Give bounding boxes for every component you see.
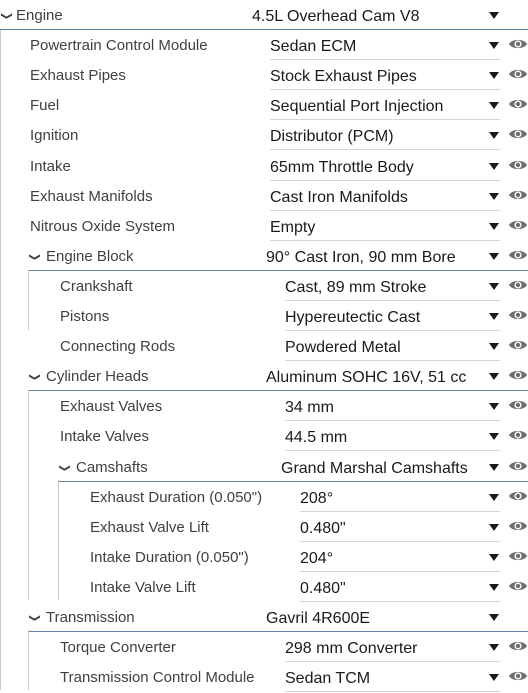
eye-icon[interactable]	[508, 398, 528, 412]
selected-value: 0.480"	[300, 580, 346, 597]
eye-icon[interactable]	[508, 639, 528, 653]
selected-value: Stock Exhaust Pipes	[270, 68, 417, 85]
caret-down-icon	[489, 494, 499, 501]
eye-icon[interactable]	[508, 669, 528, 683]
connecting-rods-select[interactable]	[285, 332, 500, 361]
selected-value: 4.5L Overhead Cam V8	[252, 8, 420, 25]
row-label: Exhaust Manifolds	[30, 188, 153, 205]
row-label: Transmission Control Module	[60, 669, 255, 686]
eye-icon[interactable]	[508, 158, 528, 172]
caret-down-icon	[489, 524, 499, 531]
camshafts-select[interactable]	[281, 453, 500, 482]
row-label: Pistons	[60, 308, 110, 325]
eye-icon[interactable]	[508, 248, 528, 262]
exhaust-manifolds-select[interactable]	[270, 182, 500, 211]
chevron-down-icon[interactable]	[28, 608, 42, 626]
row-label: Engine Block	[46, 248, 134, 265]
eye-icon[interactable]	[508, 278, 528, 292]
selected-value: 0.480"	[300, 520, 346, 537]
chevron-down-icon[interactable]	[58, 458, 72, 476]
tree-row-connecting-rods	[0, 332, 528, 362]
exhaust-pipes-select[interactable]	[270, 61, 500, 90]
indent-guide	[28, 630, 29, 690]
eye-icon[interactable]	[508, 67, 528, 81]
tree-row-exhaust-pipes	[0, 61, 528, 91]
caret-down-icon	[489, 433, 499, 440]
intake-duration-0-050-select[interactable]	[300, 543, 500, 572]
cylinder-heads-select[interactable]	[266, 362, 500, 391]
exhaust-duration-0-050-select[interactable]	[300, 483, 500, 512]
selected-value: Hypereutectic Cast	[285, 309, 421, 326]
chevron-down-icon[interactable]	[28, 247, 42, 265]
eye-icon[interactable]	[508, 218, 528, 232]
caret-down-icon	[489, 584, 499, 591]
caret-down-icon	[489, 163, 499, 170]
row-label: Cylinder Heads	[46, 368, 149, 385]
tree-row-fuel	[0, 91, 528, 121]
row-label: Crankshaft	[60, 278, 133, 295]
row-label: Nitrous Oxide System	[30, 218, 176, 235]
chevron-down-icon[interactable]	[28, 367, 42, 385]
eye-icon[interactable]	[508, 489, 528, 503]
selected-value: Grand Marshal Camshafts	[281, 460, 468, 477]
row-label: Intake Valves	[60, 428, 149, 445]
eye-icon[interactable]	[508, 549, 528, 563]
row-label: Fuel	[30, 97, 60, 114]
selected-value: Aluminum SOHC 16V, 51 cc	[266, 369, 467, 386]
selected-value: 298 mm Converter	[285, 640, 418, 657]
eye-icon[interactable]	[508, 97, 528, 111]
transmission-control-module-select[interactable]	[285, 663, 500, 692]
engine-select[interactable]	[252, 1, 500, 30]
section-divider	[58, 481, 528, 482]
ignition-select[interactable]	[270, 121, 500, 150]
caret-down-icon	[489, 72, 499, 79]
selected-value: Cast, 89 mm Stroke	[285, 279, 427, 296]
row-label: Engine	[16, 7, 63, 24]
caret-down-icon	[489, 132, 499, 139]
selected-value: 65mm Throttle Body	[270, 159, 414, 176]
indent-guide	[28, 270, 29, 330]
caret-down-icon	[489, 42, 499, 49]
eye-icon[interactable]	[508, 37, 528, 51]
eye-icon[interactable]	[508, 428, 528, 442]
row-label: Transmission	[46, 609, 135, 626]
indent-guide	[0, 30, 1, 690]
tree-row-transmission-control-module	[0, 663, 528, 693]
eye-icon[interactable]	[508, 127, 528, 141]
caret-down-icon	[489, 343, 499, 350]
exhaust-valves-select[interactable]	[285, 392, 500, 421]
tree-section-engine	[0, 1, 528, 31]
selected-value: Sedan ECM	[270, 38, 357, 55]
caret-down-icon	[489, 614, 499, 621]
caret-down-icon	[489, 253, 499, 260]
tree-section-cylinder-heads	[0, 362, 528, 392]
pistons-select[interactable]	[285, 302, 500, 331]
caret-down-icon	[489, 674, 499, 681]
selected-value: Powdered Metal	[285, 339, 401, 356]
row-label: Powertrain Control Module	[30, 37, 208, 54]
row-label: Intake Duration (0.050")	[90, 549, 249, 566]
caret-down-icon	[489, 12, 499, 19]
tree-row-torque-converter	[0, 633, 528, 663]
row-label: Exhaust Valves	[60, 398, 163, 415]
caret-down-icon	[489, 554, 499, 561]
crankshaft-select[interactable]	[285, 272, 500, 301]
section-divider	[28, 390, 528, 391]
fuel-select[interactable]	[270, 91, 500, 120]
powertrain-control-module-select[interactable]	[270, 31, 500, 60]
section-divider	[28, 631, 528, 632]
selected-value: Empty	[270, 219, 316, 236]
row-label: Ignition	[30, 127, 79, 144]
caret-down-icon	[489, 464, 499, 471]
selected-value: Distributor (PCM)	[270, 128, 394, 145]
intake-valves-select[interactable]	[285, 422, 500, 451]
tree-row-crankshaft	[0, 272, 528, 302]
row-label: Intake	[30, 158, 71, 175]
exhaust-valve-lift-select[interactable]	[300, 513, 500, 542]
section-divider	[28, 270, 528, 271]
tree-row-powertrain-control-module	[0, 31, 528, 61]
selected-value: Sedan TCM	[285, 670, 371, 687]
tree-row-ignition	[0, 121, 528, 151]
tree-row-exhaust-valves	[0, 392, 528, 422]
row-label: Exhaust Valve Lift	[90, 519, 209, 536]
selected-value: Cast Iron Manifolds	[270, 189, 408, 206]
selected-value: 34 mm	[285, 399, 334, 416]
torque-converter-select[interactable]	[285, 633, 500, 662]
selected-value: 208°	[300, 490, 334, 507]
indent-guide	[28, 390, 29, 600]
nitrous-oxide-system-select[interactable]	[270, 212, 500, 241]
eye-icon[interactable]	[508, 459, 528, 473]
intake-select[interactable]	[270, 152, 500, 181]
tree-row-exhaust-valve-lift	[0, 513, 528, 543]
eye-icon[interactable]	[508, 368, 528, 382]
eye-icon[interactable]	[508, 338, 528, 352]
caret-down-icon	[489, 403, 499, 410]
row-label: Exhaust Pipes	[30, 67, 126, 84]
caret-down-icon	[489, 644, 499, 651]
selected-value: 90° Cast Iron, 90 mm Bore	[266, 249, 456, 266]
transmission-select[interactable]	[266, 603, 500, 632]
caret-down-icon	[489, 193, 499, 200]
tree-row-exhaust-duration-0-050	[0, 483, 528, 513]
tree-row-intake-valves	[0, 422, 528, 452]
row-label: Intake Valve Lift	[90, 579, 196, 596]
tree-section-transmission	[0, 603, 528, 633]
row-label: Connecting Rods	[60, 338, 176, 355]
tree-row-nitrous-oxide-system	[0, 212, 528, 242]
tree-row-intake-duration-0-050	[0, 543, 528, 573]
chevron-down-icon[interactable]	[0, 6, 14, 24]
selected-value: Gavril 4R600E	[266, 610, 371, 627]
tree-section-camshafts	[0, 453, 528, 483]
tree-row-intake-valve-lift	[0, 573, 528, 603]
tree-row-intake	[0, 152, 528, 182]
caret-down-icon	[489, 102, 499, 109]
indent-guide	[58, 480, 59, 600]
row-label: Camshafts	[76, 459, 148, 476]
eye-icon[interactable]	[508, 188, 528, 202]
selected-value: Sequential Port Injection	[270, 98, 444, 115]
tree-row-exhaust-manifolds	[0, 182, 528, 212]
caret-down-icon	[489, 283, 499, 290]
tree-section-engine-block	[0, 242, 528, 272]
intake-valve-lift-select[interactable]	[300, 573, 500, 602]
section-divider	[0, 29, 528, 30]
eye-icon[interactable]	[508, 308, 528, 322]
row-label: Torque Converter	[60, 639, 176, 656]
row-label: Exhaust Duration (0.050")	[90, 489, 263, 506]
tree-row-pistons	[0, 302, 528, 332]
selected-value: 204°	[300, 550, 334, 567]
caret-down-icon	[489, 223, 499, 230]
eye-icon[interactable]	[508, 519, 528, 533]
selected-value: 44.5 mm	[285, 429, 348, 446]
eye-icon[interactable]	[508, 579, 528, 593]
engine-block-select[interactable]	[266, 242, 500, 271]
caret-down-icon	[489, 313, 499, 320]
caret-down-icon	[489, 373, 499, 380]
